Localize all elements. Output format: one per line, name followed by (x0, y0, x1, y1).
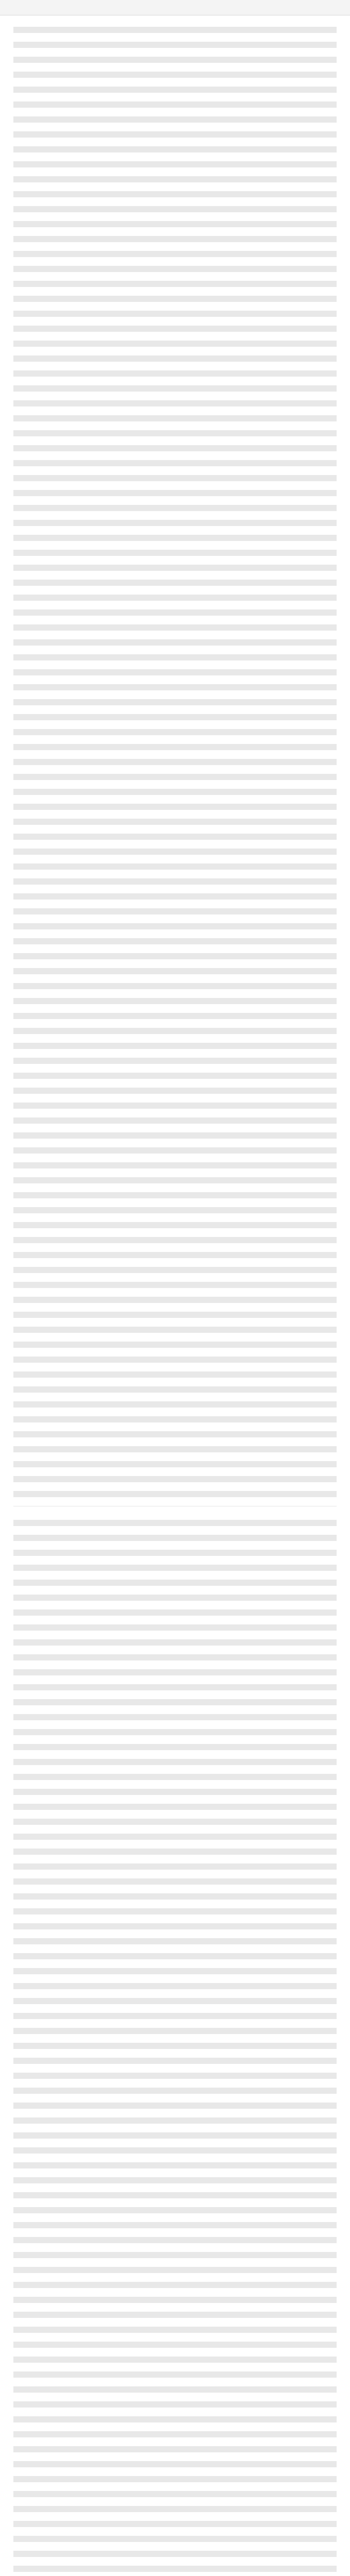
body-text-block (13, 23, 337, 1506)
article-content (0, 15, 350, 2576)
body-text-block (13, 1516, 337, 2576)
header-bar (0, 0, 350, 15)
